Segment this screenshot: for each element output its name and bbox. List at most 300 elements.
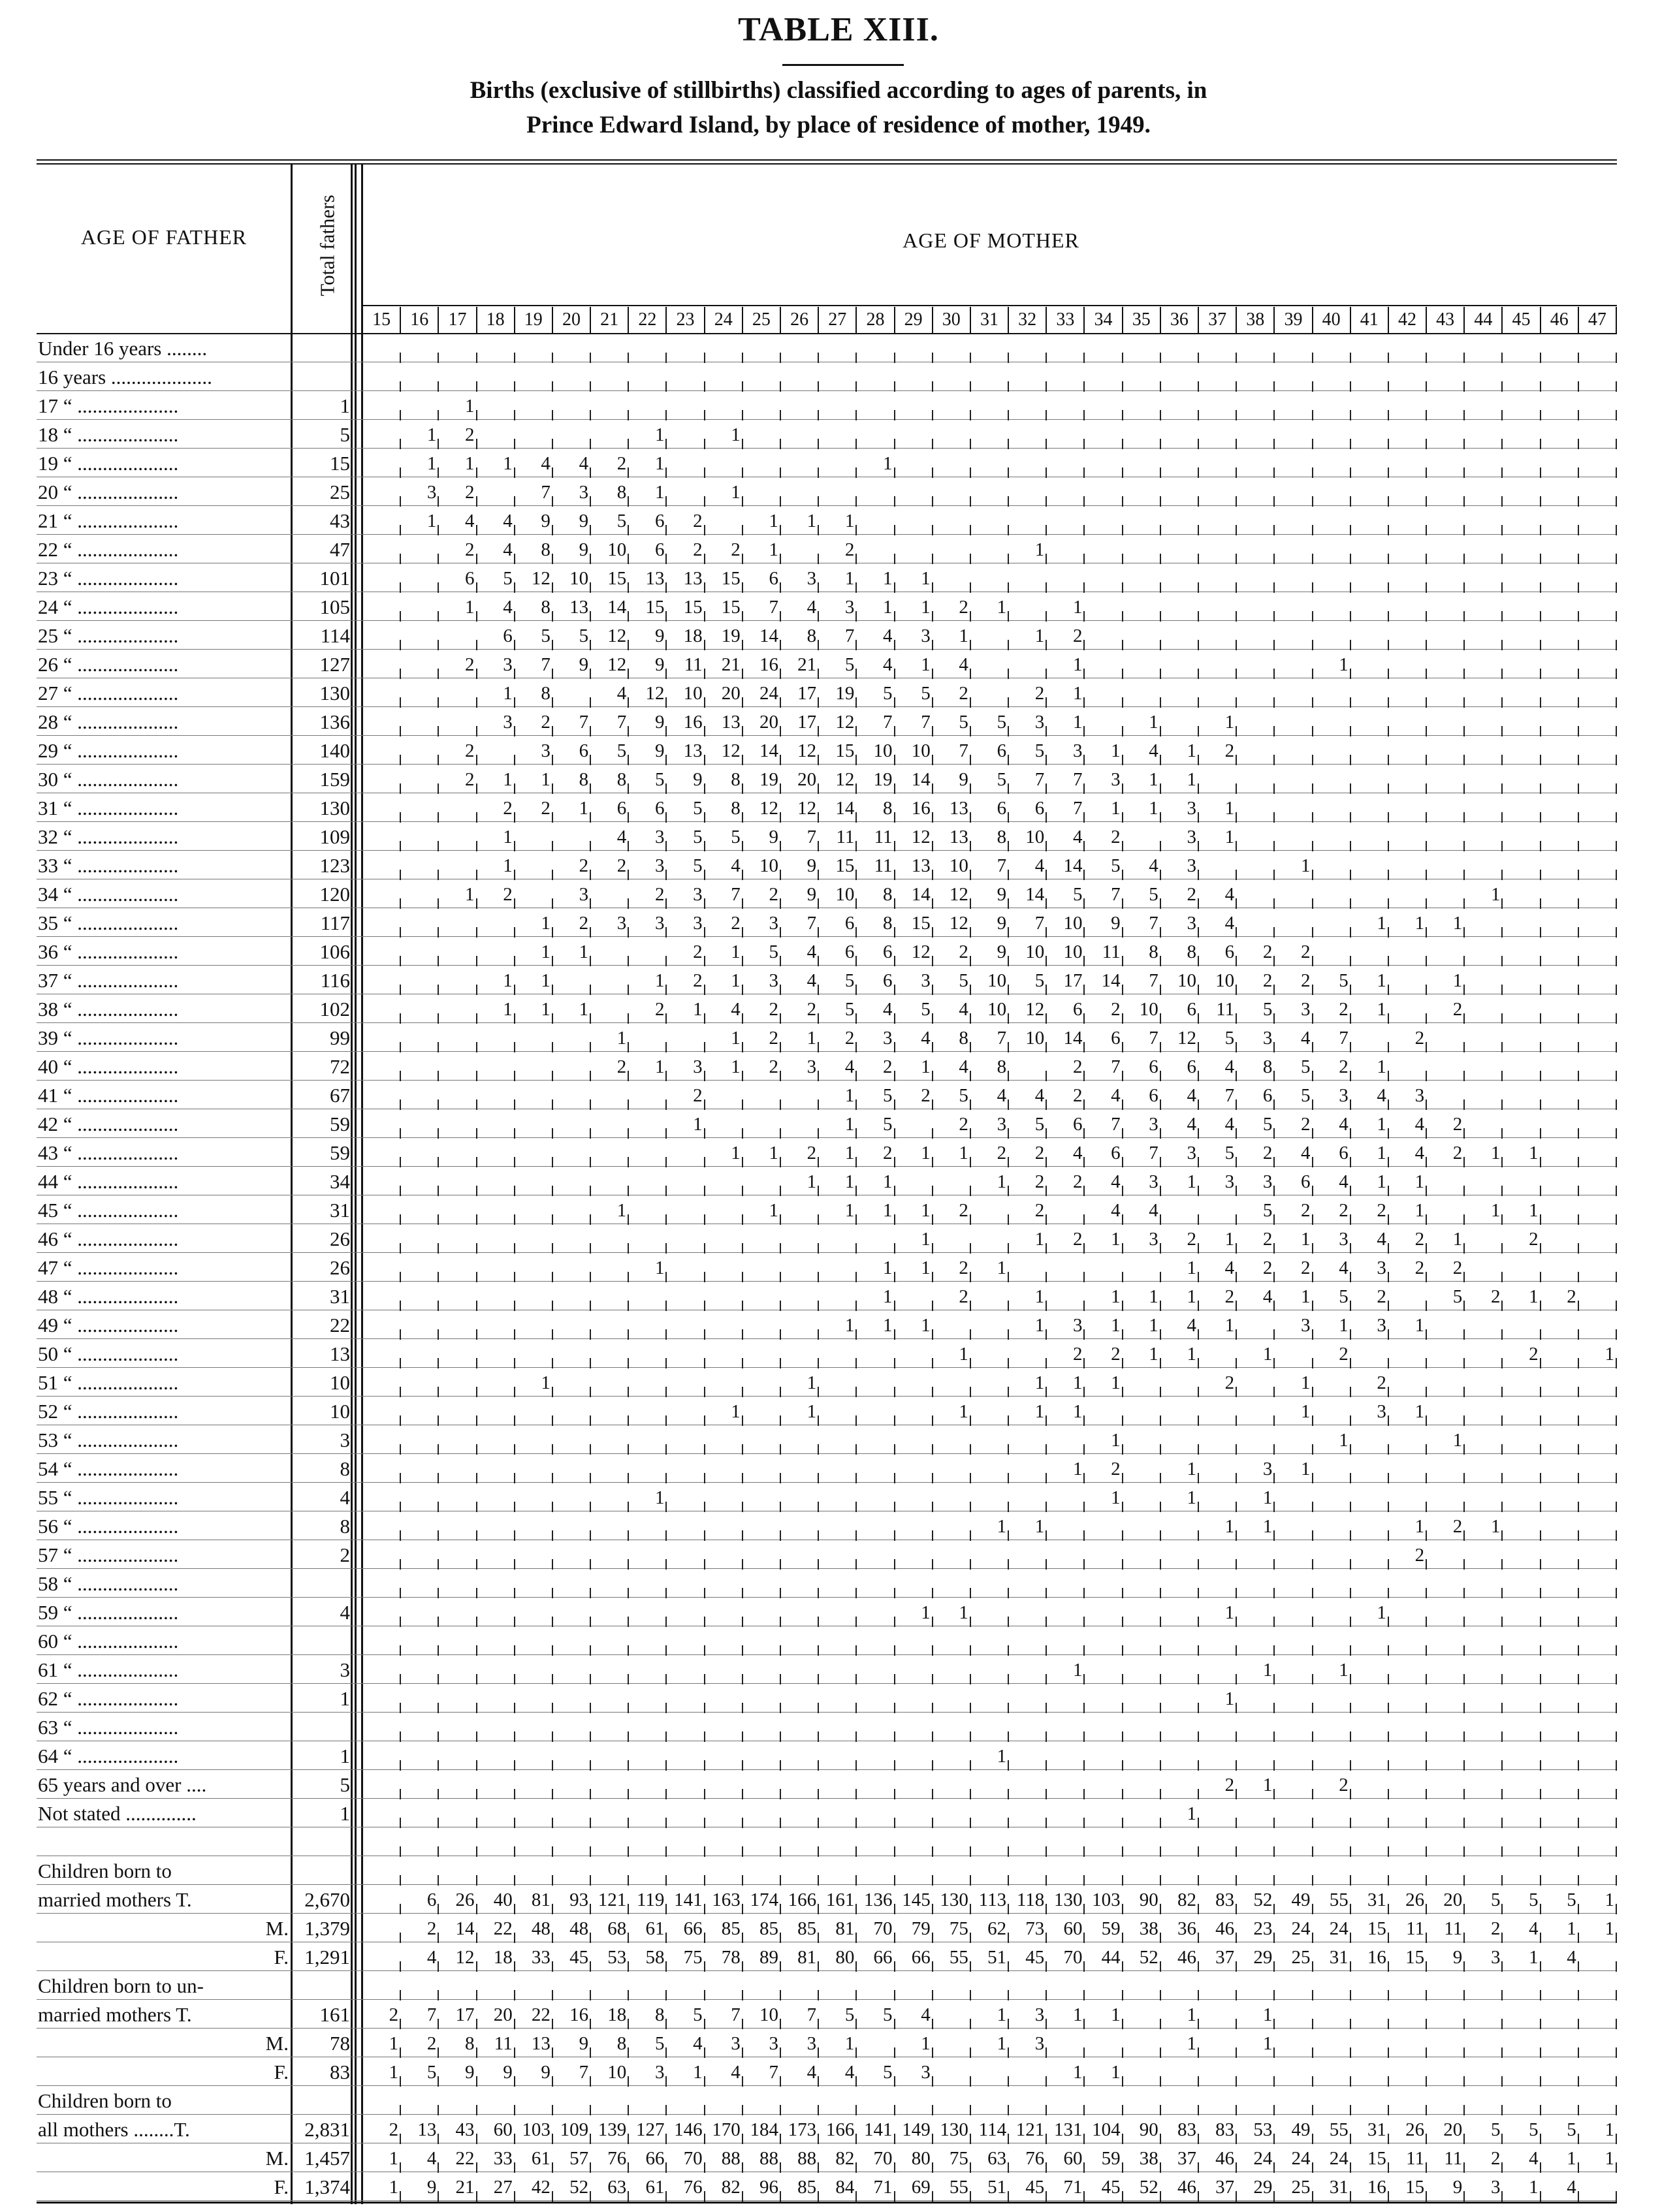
cell-mother-33: 70 xyxy=(1063,1947,1083,1968)
cell-mother-44 xyxy=(1465,535,1503,564)
column-tick xyxy=(855,1703,857,1713)
cell-mother-17 xyxy=(439,1110,477,1139)
column-tick xyxy=(1273,1358,1275,1368)
column-tick xyxy=(1198,2047,1199,2058)
column-tick xyxy=(1616,1013,1617,1024)
column-tick xyxy=(1160,927,1161,938)
cell-mother-45 xyxy=(1503,938,1541,966)
cell-mother-31 xyxy=(971,1225,1009,1254)
column-tick xyxy=(1236,2076,1237,2087)
column-tick xyxy=(1540,381,1541,392)
column-tick xyxy=(400,1071,401,1081)
cell-mother-39 xyxy=(1275,564,1313,593)
cell-mother-15 xyxy=(363,363,401,392)
column-tick xyxy=(665,1071,667,1081)
column-tick xyxy=(1463,467,1465,478)
column-tick xyxy=(932,439,933,449)
column-tick xyxy=(400,467,401,478)
cell-mother-37 xyxy=(1199,1742,1237,1771)
cell-mother-26: 7 xyxy=(807,827,817,847)
cell-mother-31 xyxy=(971,2087,1009,2115)
cell-mother-46 xyxy=(1541,1052,1579,1081)
column-tick xyxy=(1426,1329,1427,1340)
cell-mother-35: 4 xyxy=(1149,740,1158,761)
column-tick xyxy=(628,812,629,823)
cell-mother-46 xyxy=(1541,2029,1579,2058)
cell-mother-28 xyxy=(857,1656,895,1684)
column-tick xyxy=(970,1617,971,1627)
column-tick xyxy=(438,467,439,478)
cell-mother-47 xyxy=(1579,1167,1617,1196)
cell-mother-19 xyxy=(515,1598,553,1627)
column-tick xyxy=(1350,1243,1351,1254)
cell-mother-32: 4 xyxy=(1034,855,1045,876)
cell-mother-40 xyxy=(1313,593,1351,622)
column-tick xyxy=(1540,1329,1541,1340)
column-tick xyxy=(1501,1157,1503,1167)
table-row xyxy=(0,1455,1677,1483)
cell-mother-30: 13 xyxy=(949,827,968,847)
column-tick xyxy=(1463,554,1465,564)
cell-mother-22: 1 xyxy=(654,970,665,991)
cell-mother-42 xyxy=(1389,1483,1427,1512)
cell-mother-32 xyxy=(1009,1340,1047,1368)
column-tick xyxy=(665,554,667,564)
column-tick xyxy=(1198,985,1199,995)
cell-mother-24 xyxy=(705,1799,743,1828)
column-tick xyxy=(1463,1875,1465,1886)
cell-mother-30: 130 xyxy=(940,1889,968,1910)
column-tick xyxy=(1540,1674,1541,1684)
cell-mother-18 xyxy=(477,1570,515,1598)
column-tick xyxy=(780,2076,781,2087)
column-tick xyxy=(438,1329,439,1340)
column-tick xyxy=(438,1789,439,1799)
column-tick xyxy=(855,1157,857,1167)
column-tick xyxy=(932,1760,933,1771)
cell-mother-41: 1 xyxy=(1377,1056,1386,1077)
table-row xyxy=(0,794,1677,823)
cell-mother-25: 14 xyxy=(759,740,778,761)
cell-mother-36: 4 xyxy=(1187,1085,1196,1106)
column-tick xyxy=(1540,1588,1541,1598)
cell-mother-19: 81 xyxy=(531,1889,551,1910)
column-tick xyxy=(1501,1530,1503,1541)
total-fathers-value: 13 xyxy=(330,1342,350,1365)
cell-mother-42 xyxy=(1389,995,1427,1024)
column-tick xyxy=(1388,1530,1389,1541)
cell-mother-28 xyxy=(857,420,895,449)
column-tick xyxy=(1501,525,1503,535)
total-fathers-value: 1,291 xyxy=(304,1946,350,1968)
column-tick xyxy=(704,582,705,593)
total-fathers-value: 10 xyxy=(330,1400,350,1423)
column-tick xyxy=(590,812,591,823)
cell-mother-24 xyxy=(705,1541,743,1570)
cell-mother-36: 1 xyxy=(1187,740,1196,761)
column-tick xyxy=(780,1502,781,1512)
column-tick xyxy=(1616,1818,1617,1828)
column-tick xyxy=(855,1617,857,1627)
column-tick xyxy=(970,2105,971,2115)
column-tick xyxy=(932,870,933,880)
cell-mother-38 xyxy=(1237,736,1275,765)
column-tick xyxy=(628,1559,629,1570)
cell-mother-40: 4 xyxy=(1339,1171,1349,1192)
column-tick xyxy=(1501,1502,1503,1512)
column-tick xyxy=(742,755,743,765)
cell-mother-41 xyxy=(1351,1857,1389,1886)
cell-mother-38: 24 xyxy=(1253,2148,1273,2169)
cell-mother-42: 3 xyxy=(1414,1085,1425,1106)
cell-mother-45 xyxy=(1503,1713,1541,1742)
column-tick xyxy=(1273,870,1275,880)
cell-mother-43 xyxy=(1427,1196,1465,1225)
cell-mother-27 xyxy=(819,1397,857,1426)
column-tick xyxy=(665,2076,667,2087)
cell-mother-19: 7 xyxy=(541,482,551,503)
cell-mother-39 xyxy=(1275,1656,1313,1684)
cell-mother-44 xyxy=(1465,1311,1503,1340)
column-tick xyxy=(780,898,781,909)
column-tick xyxy=(552,1789,553,1799)
cell-mother-38 xyxy=(1237,1397,1275,1426)
column-tick xyxy=(855,2162,857,2173)
cell-mother-28: 1 xyxy=(883,1315,893,1336)
cell-mother-42 xyxy=(1389,1340,1427,1368)
cell-mother-27: 6 xyxy=(844,913,855,934)
top-rule xyxy=(37,159,1617,161)
cell-mother-38 xyxy=(1237,679,1275,708)
cell-mother-28: 1 xyxy=(883,1257,893,1278)
cell-mother-38 xyxy=(1237,1311,1275,1340)
column-tick xyxy=(1008,640,1009,650)
father-age-header: AGE OF FATHER xyxy=(80,225,248,249)
column-tick xyxy=(894,2019,895,2029)
cell-mother-47 xyxy=(1579,679,1617,708)
column-tick xyxy=(1540,1415,1541,1426)
column-tick xyxy=(1008,1731,1009,1742)
cell-mother-23 xyxy=(667,1570,705,1598)
column-tick xyxy=(400,611,401,622)
cell-mother-27 xyxy=(819,1972,857,2000)
cell-mother-36: 8 xyxy=(1187,941,1196,962)
cell-mother-15 xyxy=(363,736,401,765)
column-tick xyxy=(1160,1760,1161,1771)
cell-mother-43 xyxy=(1427,2029,1465,2058)
column-tick xyxy=(1463,755,1465,765)
cell-mother-17 xyxy=(439,1684,477,1713)
column-tick xyxy=(818,927,819,938)
column-tick xyxy=(1160,525,1161,535)
column-tick xyxy=(855,1846,857,1857)
cell-mother-17 xyxy=(439,1598,477,1627)
column-tick xyxy=(894,1588,895,1598)
column-tick xyxy=(855,1415,857,1426)
column-tick xyxy=(514,1588,515,1598)
cell-mother-29: 1 xyxy=(921,1200,931,1221)
cell-mother-33 xyxy=(1047,392,1085,420)
column-tick xyxy=(704,2019,705,2029)
column-tick xyxy=(932,783,933,794)
cell-mother-20 xyxy=(553,1627,591,1656)
cell-mother-23: 16 xyxy=(683,712,703,733)
cell-mother-22: 3 xyxy=(654,913,665,934)
column-tick xyxy=(1160,870,1161,880)
column-tick xyxy=(1501,467,1503,478)
cell-mother-27 xyxy=(819,1483,857,1512)
column-tick xyxy=(1122,1157,1123,1167)
cell-mother-41 xyxy=(1351,1483,1389,1512)
row-grid xyxy=(37,1482,1617,1483)
cell-mother-28: 3 xyxy=(883,1028,893,1049)
column-tick xyxy=(552,985,553,995)
cell-mother-41: 16 xyxy=(1367,2177,1386,2198)
column-tick xyxy=(704,1013,705,1024)
cell-mother-24 xyxy=(705,449,743,478)
column-tick xyxy=(1312,1990,1313,2000)
cell-mother-39: 2 xyxy=(1301,941,1311,962)
column-tick xyxy=(1008,726,1009,736)
cell-mother-40 xyxy=(1313,851,1351,880)
cell-mother-28: 4 xyxy=(883,654,893,675)
cell-mother-47 xyxy=(1579,1196,1617,1225)
cell-mother-42 xyxy=(1389,1972,1427,2000)
column-tick xyxy=(855,582,857,593)
column-tick xyxy=(742,2134,743,2144)
cell-mother-29: 12 xyxy=(911,827,931,847)
cell-mother-28: 4 xyxy=(883,625,893,646)
column-tick xyxy=(855,1818,857,1828)
cell-mother-19 xyxy=(515,363,553,392)
cell-mother-23: 3 xyxy=(693,884,703,905)
column-tick xyxy=(665,841,667,851)
column-tick xyxy=(1616,2076,1617,2087)
column-tick xyxy=(855,1186,857,1196)
cell-mother-23: 2 xyxy=(693,511,703,531)
cell-mother-43: 1 xyxy=(1452,970,1463,991)
column-tick xyxy=(1008,1530,1009,1541)
column-tick xyxy=(590,1329,591,1340)
column-tick xyxy=(1463,439,1465,449)
cell-mother-41: 31 xyxy=(1367,2119,1386,2140)
cell-mother-26 xyxy=(781,1684,819,1713)
cell-mother-16 xyxy=(401,650,439,679)
column-tick xyxy=(400,525,401,535)
cell-mother-37: 1 xyxy=(1224,1516,1235,1537)
cell-mother-36 xyxy=(1161,650,1199,679)
cell-mother-46 xyxy=(1541,909,1579,938)
column-tick xyxy=(1198,1071,1199,1081)
cell-mother-32 xyxy=(1009,449,1047,478)
cell-mother-22 xyxy=(629,1397,667,1426)
cell-mother-40: 2 xyxy=(1339,1775,1349,1795)
column-tick xyxy=(818,956,819,966)
column-tick xyxy=(476,1588,477,1598)
cell-mother-33: 6 xyxy=(1072,1114,1083,1135)
column-tick xyxy=(780,2047,781,2058)
cell-mother-34 xyxy=(1085,650,1123,679)
cell-mother-37 xyxy=(1199,478,1237,507)
cell-mother-26 xyxy=(781,2087,819,2115)
cell-mother-35: 3 xyxy=(1149,1229,1158,1250)
column-tick xyxy=(855,1789,857,1799)
column-tick xyxy=(476,1760,477,1771)
cell-mother-42 xyxy=(1389,1368,1427,1397)
column-tick xyxy=(1578,439,1579,449)
column-tick xyxy=(970,1444,971,1455)
cell-mother-21: 12 xyxy=(607,654,627,675)
cell-mother-21 xyxy=(591,1368,629,1397)
cell-mother-37 xyxy=(1199,1541,1237,1570)
cell-mother-23 xyxy=(667,1426,705,1455)
row-label: 33 “ .................... xyxy=(38,854,179,877)
column-tick xyxy=(742,1990,743,2000)
column-tick xyxy=(1463,1588,1465,1598)
column-tick xyxy=(1616,1530,1617,1541)
cell-mother-25 xyxy=(743,1713,781,1742)
cell-mother-42: 26 xyxy=(1405,2119,1425,2140)
cell-mother-17 xyxy=(439,1254,477,1282)
cell-mother-44 xyxy=(1465,995,1503,1024)
column-tick xyxy=(665,1272,667,1282)
cell-mother-26: 20 xyxy=(797,769,817,790)
cell-mother-18: 3 xyxy=(503,712,513,733)
cell-mother-35 xyxy=(1123,1799,1161,1828)
cell-mother-39: 1 xyxy=(1301,1401,1311,1422)
mother-age-42: 42 xyxy=(1389,307,1427,333)
cell-mother-35: 6 xyxy=(1149,1056,1158,1077)
cell-mother-38: 4 xyxy=(1262,1286,1273,1307)
cell-mother-46 xyxy=(1541,593,1579,622)
column-tick xyxy=(932,1214,933,1225)
column-tick xyxy=(855,2047,857,2058)
cell-mother-37 xyxy=(1199,420,1237,449)
cell-mother-19: 3 xyxy=(541,740,551,761)
column-tick xyxy=(1350,2047,1351,2058)
cell-mother-15 xyxy=(363,1139,401,1167)
column-tick xyxy=(1540,640,1541,650)
column-tick xyxy=(1616,2134,1617,2144)
column-tick xyxy=(1273,956,1275,966)
column-tick xyxy=(1273,927,1275,938)
cell-mother-19: 42 xyxy=(531,2177,551,2198)
cell-mother-34: 5 xyxy=(1111,855,1121,876)
column-tick xyxy=(400,1329,401,1340)
column-tick xyxy=(1540,611,1541,622)
cell-mother-38: 6 xyxy=(1262,1085,1273,1106)
column-tick xyxy=(438,1358,439,1368)
cell-mother-45 xyxy=(1503,679,1541,708)
column-tick xyxy=(1501,1875,1503,1886)
cell-mother-26 xyxy=(781,449,819,478)
mother-age-17: 17 xyxy=(439,307,477,333)
column-tick xyxy=(1350,1099,1351,1110)
column-tick xyxy=(742,1617,743,1627)
column-tick xyxy=(855,1329,857,1340)
cell-mother-43 xyxy=(1427,420,1465,449)
cell-mother-17 xyxy=(439,1167,477,1196)
cell-mother-28 xyxy=(857,1742,895,1771)
cell-mother-25: 5 xyxy=(769,941,778,962)
column-tick xyxy=(1198,1473,1199,1483)
cell-mother-34: 4 xyxy=(1111,1200,1121,1221)
cell-mother-41: 1 xyxy=(1377,1171,1386,1192)
cell-mother-47 xyxy=(1579,650,1617,679)
column-tick xyxy=(704,1502,705,1512)
column-tick xyxy=(1388,755,1389,765)
cell-mother-46 xyxy=(1541,765,1579,794)
cell-mother-22 xyxy=(629,1742,667,1771)
cell-mother-26 xyxy=(781,1340,819,1368)
column-tick xyxy=(1616,1760,1617,1771)
cell-mother-31 xyxy=(971,334,1009,363)
column-tick xyxy=(742,1789,743,1799)
cell-mother-23: 1 xyxy=(693,1114,703,1135)
cell-mother-19: 1 xyxy=(541,970,551,991)
column-tick xyxy=(590,1731,591,1742)
cell-mother-42 xyxy=(1389,392,1427,420)
cell-mother-40: 5 xyxy=(1339,970,1349,991)
column-tick xyxy=(1540,927,1541,938)
column-tick xyxy=(894,1301,895,1311)
cell-mother-28 xyxy=(857,334,895,363)
cell-mother-39 xyxy=(1275,880,1313,909)
column-tick xyxy=(970,467,971,478)
cell-mother-32 xyxy=(1009,1254,1047,1282)
cell-mother-24 xyxy=(705,1972,743,2000)
mother-age-18: 18 xyxy=(477,307,515,333)
cell-mother-26 xyxy=(781,1254,819,1282)
cell-mother-44 xyxy=(1465,966,1503,995)
column-tick xyxy=(1083,669,1085,679)
cell-mother-34 xyxy=(1085,507,1123,535)
cell-mother-33 xyxy=(1047,1627,1085,1656)
cell-mother-24 xyxy=(705,1167,743,1196)
column-tick xyxy=(970,1559,971,1570)
column-tick xyxy=(1463,1530,1465,1541)
column-tick xyxy=(1273,2076,1275,2087)
column-tick xyxy=(1236,467,1237,478)
cell-mother-31: 63 xyxy=(987,2148,1007,2169)
column-tick xyxy=(818,1818,819,1828)
mother-age-44: 44 xyxy=(1465,307,1503,333)
cell-mother-21 xyxy=(591,1225,629,1254)
table-row xyxy=(0,420,1677,449)
cell-mother-34 xyxy=(1085,1397,1123,1426)
cell-mother-21: 10 xyxy=(607,2062,627,2083)
column-tick xyxy=(780,1760,781,1771)
column-tick xyxy=(628,640,629,650)
column-tick xyxy=(780,1444,781,1455)
column-tick xyxy=(1578,2047,1579,2058)
cell-mother-25: 14 xyxy=(759,625,778,646)
column-tick xyxy=(438,956,439,966)
column-tick xyxy=(400,1157,401,1167)
column-tick xyxy=(855,1990,857,2000)
column-tick xyxy=(476,1846,477,1857)
column-tick xyxy=(932,669,933,679)
table-row xyxy=(0,334,1677,363)
column-tick xyxy=(855,1674,857,1684)
cell-mother-21: 8 xyxy=(616,482,627,503)
cell-mother-29 xyxy=(895,420,933,449)
column-tick xyxy=(742,496,743,507)
cell-mother-34 xyxy=(1085,478,1123,507)
cell-mother-23 xyxy=(667,478,705,507)
cell-mother-43 xyxy=(1427,851,1465,880)
cell-mother-40 xyxy=(1313,1713,1351,1742)
